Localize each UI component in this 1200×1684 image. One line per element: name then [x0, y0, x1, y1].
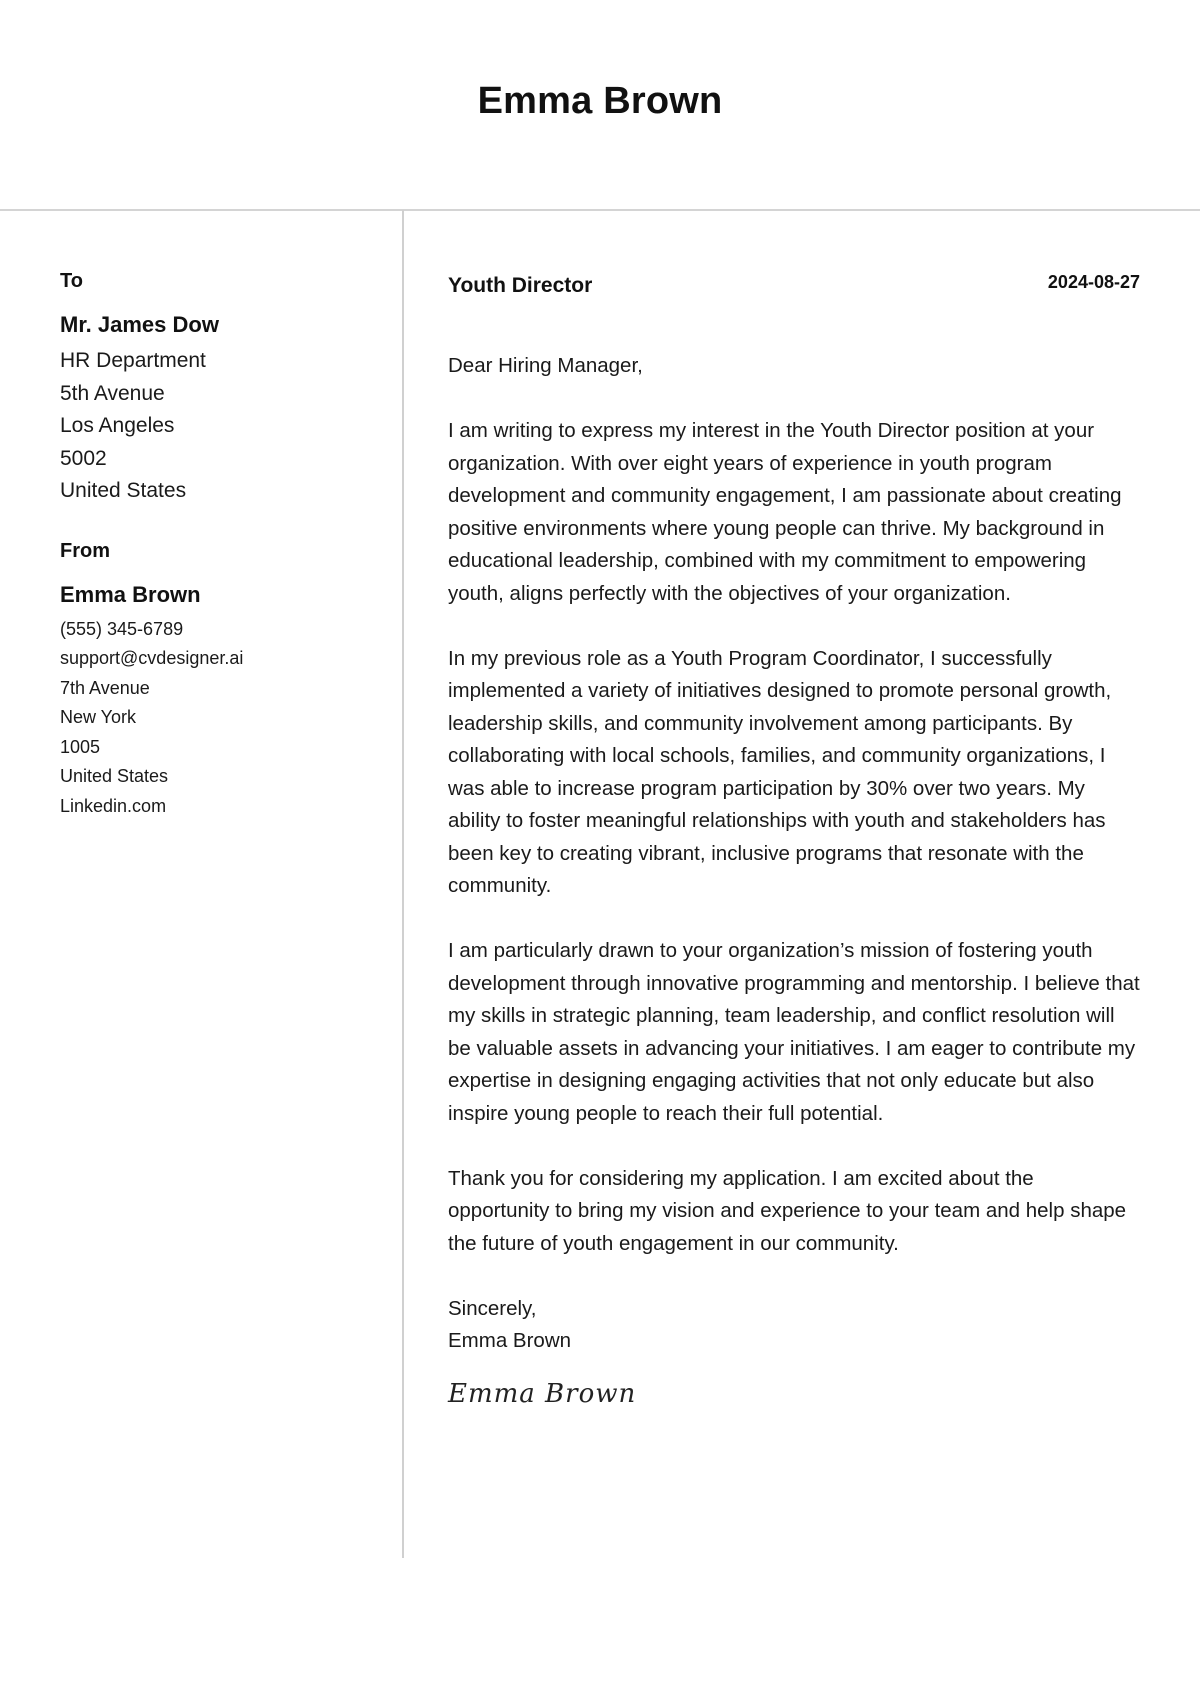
signature: Emma Brown: [448, 1378, 637, 1409]
column-divider: [402, 210, 404, 1558]
sender-zip: 1005: [60, 736, 101, 757]
sender-city: New York: [60, 707, 137, 727]
applicant-name: Emma Brown: [477, 80, 723, 122]
letter-content: [448, 350, 1140, 1410]
sender-email: support@cvdesigner.ai: [60, 648, 244, 668]
greeting: Dear Hiring Manager,: [448, 354, 643, 377]
recipient-block: [60, 270, 380, 508]
letter-title-row: [448, 270, 1140, 310]
sender-country: United States: [60, 766, 169, 786]
sender-heading: From: [60, 539, 110, 562]
job-title: Youth Director: [448, 274, 593, 297]
recipient-city: Los Angeles: [60, 414, 175, 437]
sender-name: Emma Brown: [60, 581, 201, 607]
recipient-street: 5th Avenue: [60, 381, 165, 405]
paragraph: In my previous role as a Youth Program Coordinator, I successfully implemented a variety of initiatives designed to promote personal growth, leadership skills, and community involvement among participants. By collaborating with local schools, families, and community organizations, I was able to increase program participation by 30% over two years. My ability to foster meaningful relationships with youth and stakeholders has been key to creating vibrant, inclusive programs that resonate with the community.: [448, 646, 1112, 897]
sender-street: 7th Avenue: [60, 677, 150, 698]
paragraph: I am writing to express my interest in the Youth Director position at your organization. With over eight years of experience in youth program development and community engagement, I am passionate about creating positive environments where young people can thrive. My background in educational leadership, combined with my commitment to empowering youth, aligns perfectly with the objectives of your organization.: [448, 419, 1122, 605]
paragraph: I am particularly drawn to your organization’s mission of fostering youth development through innovative programming and mentorship. I believe that my skills in strategic planning, team leadership, and conflict resolution will be valuable assets in advancing your initiatives. I am eager to contribute my expertise in designing engaging activities that not only educate but also inspire young people to reach their full potential.: [448, 939, 1140, 1125]
recipient-zip: 5002: [60, 446, 107, 470]
recipient-country: United States: [60, 479, 187, 502]
paragraph: Thank you for considering my application. I am excited about the opportunity to bring my vision and experience to your team and help shape the future of youth engagement in our community.: [448, 1166, 1127, 1255]
sender-block: [60, 540, 380, 822]
recipient-department: HR Department: [60, 349, 206, 372]
closing-name: Emma Brown: [448, 1329, 572, 1352]
letter-date: 2024-08-27: [1047, 272, 1140, 292]
header: [0, 0, 1200, 210]
header-divider: [0, 209, 1200, 211]
sender-phone: (555) 345-6789: [60, 618, 184, 639]
recipient-name: Mr. James Dow: [60, 312, 219, 337]
letter-body: [448, 270, 1140, 1410]
sidebar: [60, 270, 380, 821]
recipient-heading: To: [60, 270, 83, 292]
closing: Sincerely,: [448, 1296, 537, 1320]
sender-website: Linkedin.com: [60, 795, 167, 816]
